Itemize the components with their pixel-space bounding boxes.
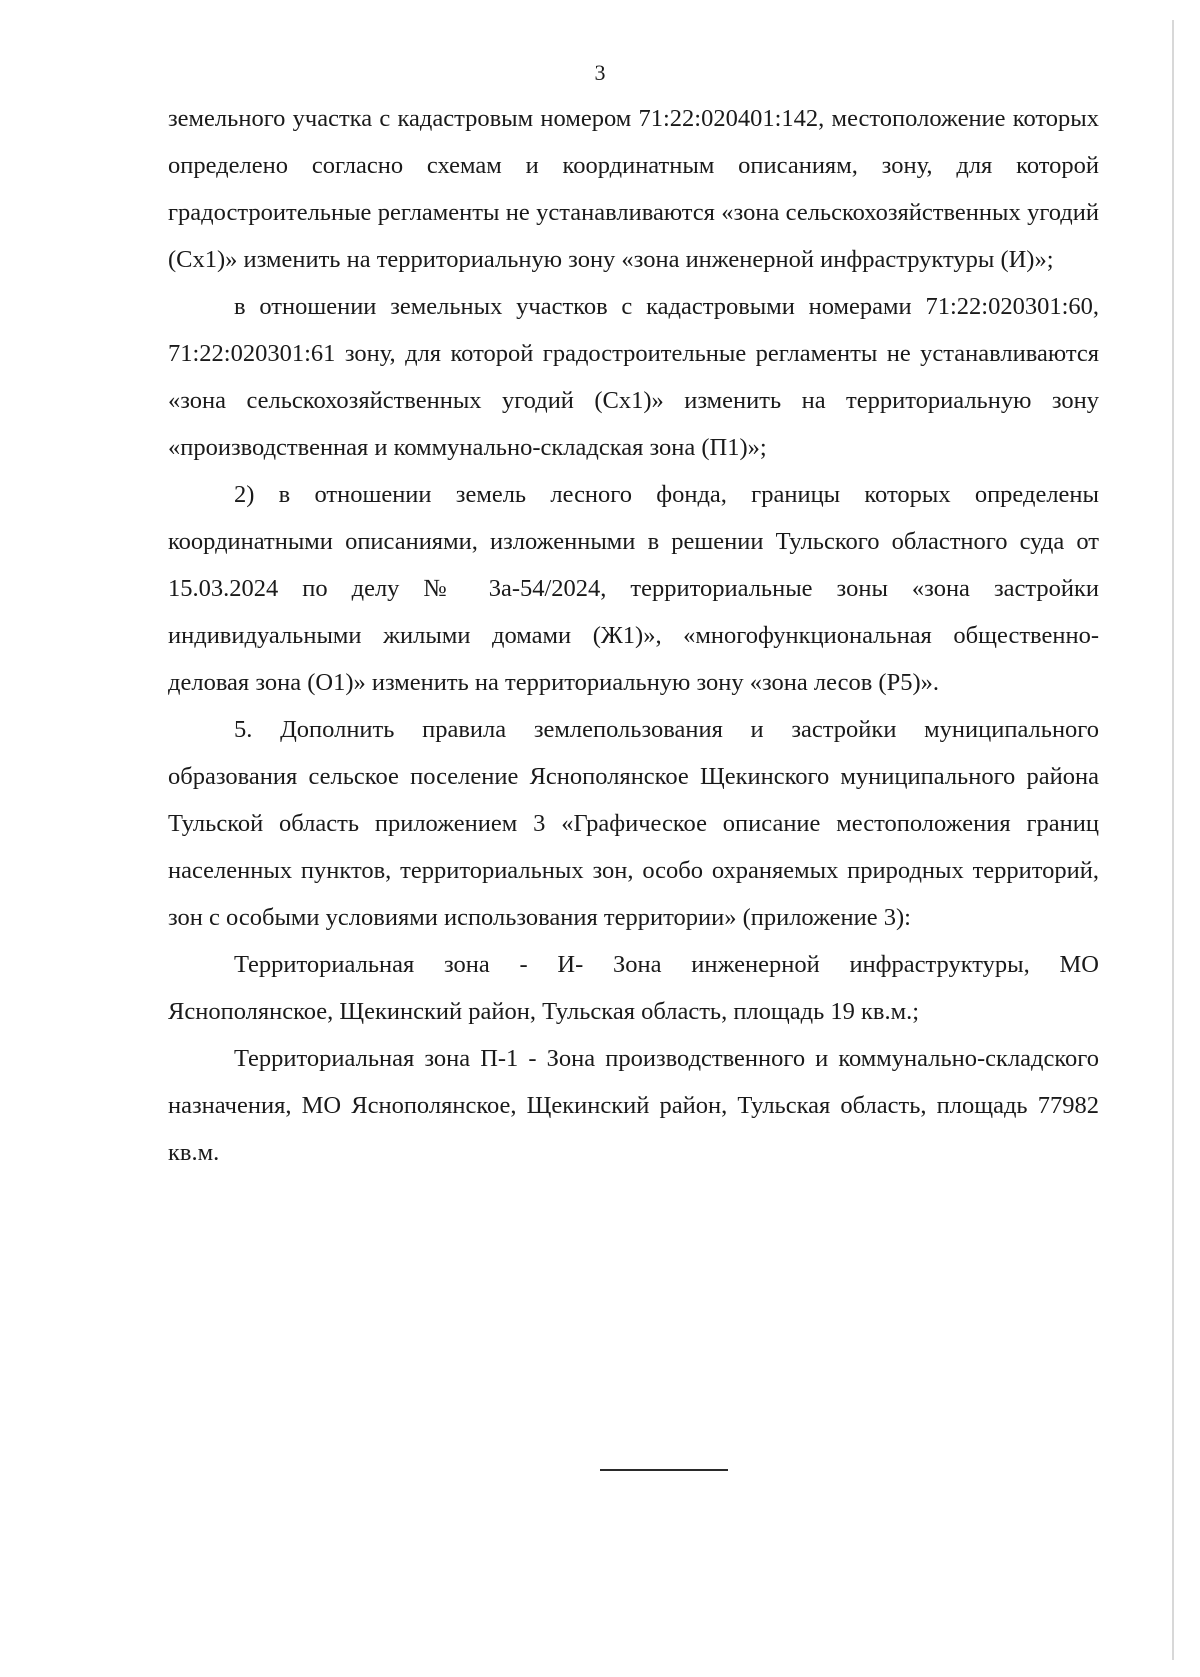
document-body — [168, 95, 1099, 1176]
page-number: 3 — [594, 60, 606, 85]
paragraph-amend-rules: 5. Дополнить правила землепользования и застройки муниципального образования сельское поселение Яснополянское Щекинского муниципального района Тульской область приложением 3 «Графическое описание местоположения границ населенных пунктов, территориальных зон, особо охраняемых природных территорий, зон с особыми условиями использования территории» (приложение 3): — [168, 716, 1099, 931]
paragraph-zone-p1-area: Территориальная зона П-1 - Зона производственного и коммунально-складского назначения, МО Яснополянское, Щекинский район, Тульская область, площадь 77982 кв.м. — [168, 1045, 1099, 1166]
paragraph-forest-lands: 2) в отношении земель лесного фонда, границы которых определены координатными описаниями, изложенными в решении Тульского областного суда от 15.03.2024 по делу № 3а-54/2024, территориальные зоны «зона застройки индивидуальными жилыми домами (Ж1)», «многофункциональная общественно-деловая зона (О1)» изменить на территориальную зону «зона лесов (Р5)». — [168, 481, 1099, 696]
paragraph-zone-infrastructure: земельного участка с кадастровым номером 71:22:020401:142, местоположение которых определено согласно схемам и координатным описаниям, зону, для которой градостроительные регламенты не устанавливаются «зона сельскохозяйственных угодий (Сх1)» изменить на территориальную зону «зона инженерной инфраструктуры (И)»; — [168, 105, 1099, 273]
paragraph-zone-industrial: в отношении земельных участков с кадастровыми номерами 71:22:020301:60, 71:22:020301:61 зону, для которой градостроительные регламенты не устанавливаются «зона сельскохозяйственных угодий (Сх1)» изменить на территориальную зону «производственная и коммунально-складская зона (П1)»; — [168, 293, 1099, 461]
paragraph-zone-i-area: Территориальная зона - И- Зона инженерной инфраструктуры, МО Яснополянское, Щекинский район, Тульская область, площадь 19 кв.м.; — [168, 951, 1099, 1025]
closing-divider — [600, 1469, 728, 1471]
page-edge-shadow — [1172, 20, 1174, 1660]
